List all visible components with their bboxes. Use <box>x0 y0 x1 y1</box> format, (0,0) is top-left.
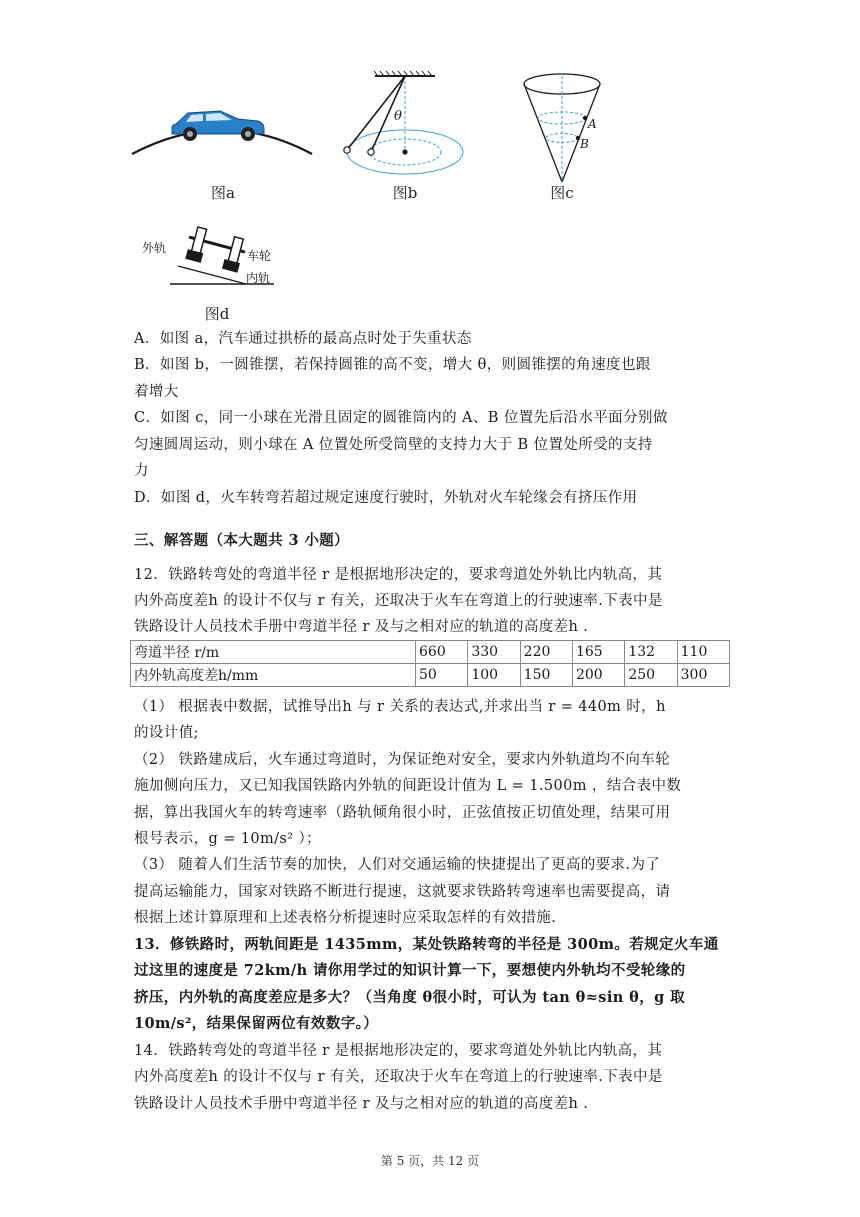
table-row-label: 弯道半径 r/m <box>131 641 416 664</box>
car-icon <box>172 111 264 141</box>
q13-line3: 挤压，内外轨的高度差应是多大？（当角度 θ很小时，可认为 tan θ≈sin θ，g 取 <box>134 989 685 1006</box>
table-cell: 250 <box>625 664 677 687</box>
q13-line4: 10m/s²，结果保留两位有效数字。） <box>134 1015 379 1032</box>
table-cell: 110 <box>677 641 729 664</box>
figure-a-caption: 图a <box>211 184 235 202</box>
q13-line1: 13．修铁路时，两轨间距是 1435mm，某处铁路转弯的半径是 300m。若规定火车通 <box>134 936 719 953</box>
q12-data-table <box>130 640 730 687</box>
figure-d-caption: 图d <box>204 305 230 323</box>
table-cell: 132 <box>625 641 677 664</box>
q13-line2: 过这里的速度是 72km/h 请你用学过的知识计算一下，要想使内外轨均不受轮缘的 <box>134 962 686 979</box>
point-b-label: B <box>580 137 589 151</box>
table-cell: 660 <box>416 641 468 664</box>
table-row-label: 内外轨高度差h/mm <box>131 664 416 687</box>
table-cell: 330 <box>468 641 520 664</box>
q12-part3-line1: （3） 随着人们生活节奏的加快，人们对交通运输的快捷提出了更高的要求.为了 <box>134 857 661 873</box>
figure-c-caption: 图c <box>550 184 574 202</box>
figure-c-cone <box>516 70 612 186</box>
section-heading: 三、解答题（本大题共 3 小题） <box>134 532 350 549</box>
q12-part3-line2: 提高运输能力，国家对铁路不断进行提速，这就要求铁路转弯速率也需要提高，请 <box>134 884 671 900</box>
q12-part2-line3: 据，算出我国火车的转弯速率（路轨倾角很小时，正弦值按正切值处理，结果可用 <box>134 805 671 821</box>
figure-b-caption: 图b <box>392 184 418 202</box>
table-cell: 50 <box>416 664 468 687</box>
table-row <box>131 664 730 687</box>
table-cell: 220 <box>520 641 572 664</box>
option-c-line3: 力 <box>134 463 149 479</box>
q12-part2-line4: 根号表示，g = 10m/s² ）； <box>134 831 322 847</box>
q12-part3-line3: 根据上述计算原理和上述表格分析提速时应采取怎样的有效措施. <box>134 910 557 926</box>
q12-intro-line2: 内外高度差h 的设计不仅与 r 有关，还取决于火车在弯道上的行驶速率.下表中是 <box>134 593 663 609</box>
point-a-label: A <box>588 117 597 131</box>
option-c-line2: 匀速圆周运动，则小球在 A 位置处所受筒壁的支持力大于 B 位置处所受的支持 <box>134 437 653 453</box>
wheel-label: 车轮 <box>247 249 272 263</box>
table-cell: 150 <box>520 664 572 687</box>
table-row <box>131 641 730 664</box>
q12-part1-line1: （1） 根据表中数据，试推导出h 与 r 关系的表达式,并求出当 r = 440m 时，h <box>134 699 666 715</box>
option-b-line1: B．如图 b，一圆锥摆，若保持圆锥的高不变，增大 θ，则圆锥摆的角速度也跟 <box>134 357 651 373</box>
q12-intro-line1: 12．铁路转弯处的弯道半径 r 是根据地形决定的，要求弯道处外轨比内轨高，其 <box>134 567 663 583</box>
q12-part2-line2: 施加侧向压力，又已知我国铁路内外轨的间距设计值为 L = 1.500m ，结合表中数 <box>134 778 682 794</box>
option-b-line2: 着增大 <box>134 384 179 400</box>
page-footer: 第 5 页，共 12 页 <box>380 1154 480 1168</box>
q12-intro-line3: 铁路设计人员技术手册中弯道半径 r 及与之相对应的轨道的高度差h . <box>134 619 589 635</box>
q14-line2: 内外高度差h 的设计不仅与 r 有关，还取决于火车在弯道上的行驶速率.下表中是 <box>134 1069 663 1085</box>
q14-line1: 14．铁路转弯处的弯道半径 r 是根据地形决定的，要求弯道处外轨比内轨高，其 <box>134 1043 663 1059</box>
outer-rail-label: 外轨 <box>142 241 167 255</box>
table-cell: 100 <box>468 664 520 687</box>
q14-line3: 铁路设计人员技术手册中弯道半径 r 及与之相对应的轨道的高度差h . <box>134 1096 589 1112</box>
table-cell: 200 <box>572 664 624 687</box>
option-c-line1: C．如图 c，同一小球在光滑且固定的圆锥筒内的 A、B 位置先后沿水平面分别做 <box>134 410 668 426</box>
figure-b-conical-pendulum <box>330 68 480 178</box>
theta-label: θ <box>394 109 402 124</box>
figure-a-car-on-bridge <box>128 92 318 164</box>
figure-d-track <box>142 222 282 288</box>
inner-rail-label: 内轨 <box>246 271 271 285</box>
table-cell: 165 <box>572 641 624 664</box>
table-cell: 300 <box>677 664 729 687</box>
option-a: A．如图 a，汽车通过拱桥的最高点时处于失重状态 <box>134 331 472 347</box>
q12-part1-line2: 的设计值; <box>134 725 199 741</box>
option-d: D．如图 d，火车转弯若超过规定速度行驶时，外轨对火车轮缘会有挤压作用 <box>134 490 638 506</box>
q12-part2-line1: （2） 铁路建成后，火车通过弯道时，为保证绝对安全，要求内外轨道均不向车轮 <box>134 752 671 768</box>
